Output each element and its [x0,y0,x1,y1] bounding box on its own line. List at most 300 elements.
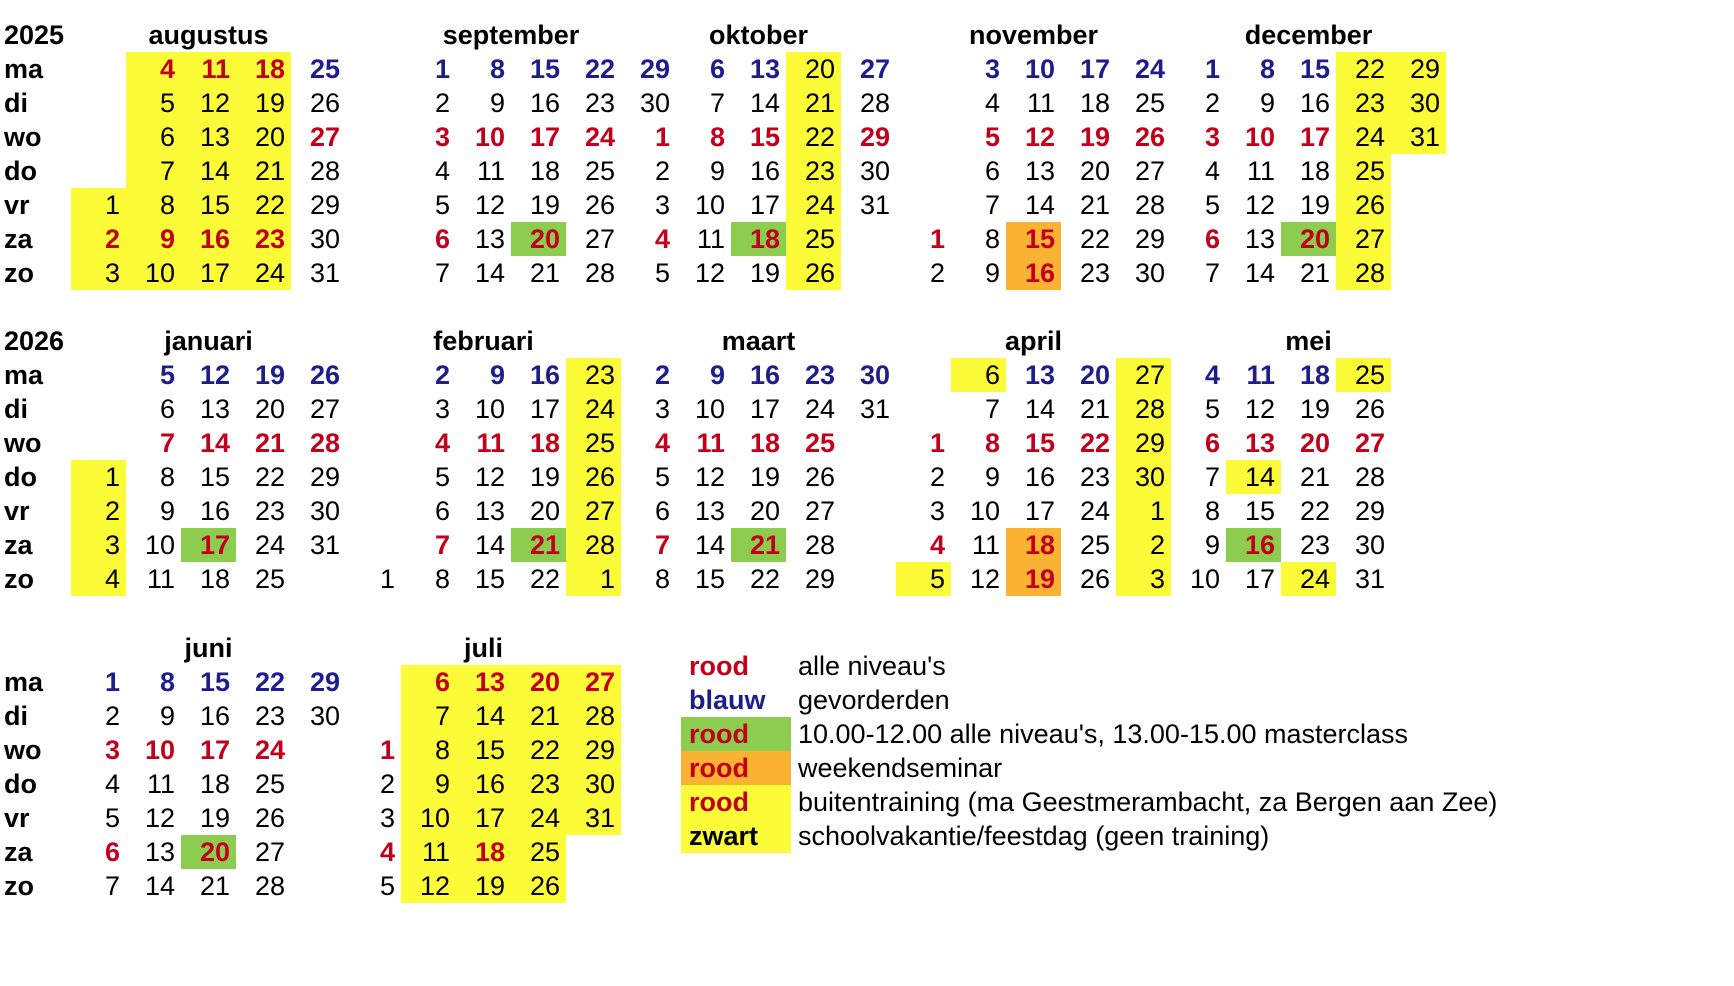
weekday-label: vr [4,496,30,526]
calendar-day: 20 [1299,428,1330,458]
calendar-day: 2 [104,701,120,731]
calendar-day: 24 [254,530,285,560]
calendar-day: 4 [434,428,450,458]
calendar-day: 19 [749,462,780,492]
legend-key: rood [681,785,791,819]
calendar-day: 1 [929,224,945,254]
calendar-day: 4 [104,769,120,799]
calendar-day: 9 [126,222,181,256]
calendar-day: 23 [254,701,285,731]
weekday-label: wo [4,122,42,152]
calendar-day: 7 [984,190,1000,220]
month-title: februari [433,326,534,356]
calendar-day: 24 [804,394,835,424]
calendar-day: 11 [401,835,456,869]
calendar-day: 15 [456,733,511,767]
calendar-day: 13 [1024,156,1055,186]
calendar-day: 23 [566,358,621,392]
calendar-day: 29 [566,733,621,767]
calendar-day: 14 [456,699,511,733]
calendar-day: 5 [379,871,395,901]
weekday-label: vr [4,190,30,220]
calendar-day: 27 [309,394,340,424]
calendar-day: 22 [584,54,615,84]
calendar-day: 21 [511,528,566,562]
calendar-day: 21 [1299,258,1330,288]
calendar-day: 2 [434,360,450,390]
calendar-day: 24 [1079,496,1110,526]
calendar-day: 20 [1281,222,1336,256]
calendar-day: 25 [804,428,835,458]
calendar-day: 18 [199,564,230,594]
calendar-day: 7 [104,871,120,901]
calendar-day: 29 [1134,224,1165,254]
weekday-label: ma [4,54,44,84]
calendar-day: 29 [1354,496,1385,526]
calendar-day: 19 [1079,122,1110,152]
calendar-day: 21 [731,528,786,562]
legend-key: rood [681,751,791,785]
calendar-day: 30 [1116,460,1171,494]
calendar-day: 25 [254,564,285,594]
calendar-day: 18 [1079,88,1110,118]
calendar-day: 18 [749,428,780,458]
calendar-day: 10 [1024,54,1055,84]
weekday-label: wo [4,735,42,765]
calendar-day: 13 [181,120,236,154]
calendar-day: 21 [1079,190,1110,220]
calendar-day: 30 [1134,258,1165,288]
calendar-day: 6 [951,358,1006,392]
calendar-day: 7 [1204,258,1220,288]
calendar-day: 5 [654,258,670,288]
calendar-day: 9 [401,767,456,801]
month-title: april [1004,326,1063,356]
calendar-day: 7 [984,394,1000,424]
weekday-label: do [4,462,37,492]
calendar-day: 16 [1299,88,1330,118]
calendar-day: 8 [489,54,505,84]
calendar-day: 11 [696,224,725,254]
calendar-day: 26 [309,88,340,118]
weekday-label: zo [4,258,34,288]
calendar-day: 27 [1116,358,1171,392]
calendar-day: 23 [1079,462,1110,492]
calendar-day: 21 [236,154,291,188]
month-title: december [1244,20,1373,50]
calendar-day: 19 [1006,562,1061,596]
calendar-day: 21 [199,871,230,901]
calendar-day: 27 [584,224,615,254]
weekday-label: zo [4,564,34,594]
calendar-day: 27 [254,837,285,867]
calendar-day: 13 [456,665,511,699]
calendar-day: 4 [654,224,670,254]
calendar-day: 4 [1204,156,1220,186]
calendar-day: 17 [529,394,560,424]
calendar-day: 6 [159,394,175,424]
calendar-day: 15 [749,122,780,152]
calendar-day: 12 [694,258,725,288]
calendar-day: 28 [584,258,615,288]
calendar-day: 1 [379,564,395,594]
year-label: 2026 [4,326,65,356]
calendar-day: 1 [434,54,450,84]
calendar-day: 22 [529,564,560,594]
calendar-day: 29 [309,190,340,220]
calendar-day: 17 [181,528,236,562]
calendar-day: 13 [749,54,780,84]
weekday-label: za [4,224,33,254]
calendar-day: 28 [254,871,285,901]
calendar-day: 18 [1299,156,1330,186]
calendar-day: 21 [529,258,560,288]
calendar-day: 4 [379,837,395,867]
calendar-day: 3 [1204,122,1220,152]
calendar-day: 29 [804,564,835,594]
calendar-day: 17 [1079,54,1110,84]
calendar-day: 11 [476,156,505,186]
calendar-day: 15 [1244,496,1275,526]
calendar-day: 15 [181,188,236,222]
calendar-day: 6 [654,496,670,526]
calendar-day: 11 [146,564,175,594]
calendar-day: 14 [749,88,780,118]
calendar-day: 12 [694,462,725,492]
calendar-day: 18 [236,52,291,86]
calendar-day: 12 [1024,122,1055,152]
calendar-day: 5 [434,462,450,492]
calendar-day: 8 [984,428,1000,458]
calendar-day: 23 [254,496,285,526]
calendar-day: 9 [1259,88,1275,118]
calendar-day: 11 [146,769,175,799]
calendar-day: 7 [434,530,450,560]
calendar-day: 8 [984,224,1000,254]
calendar-day: 26 [584,190,615,220]
calendar-day: 18 [456,835,511,869]
calendar-day: 8 [709,122,725,152]
calendar-day: 26 [1134,122,1165,152]
calendar-day: 18 [731,222,786,256]
year-label: 2025 [4,20,65,50]
calendar-day: 24 [566,392,621,426]
calendar-day: 20 [254,394,285,424]
calendar-day: 14 [199,428,230,458]
calendar-day: 19 [1299,394,1330,424]
calendar-day: 4 [71,562,126,596]
calendar-day: 1 [379,735,395,765]
calendar-day: 3 [379,803,395,833]
calendar-day: 8 [1204,496,1220,526]
calendar-day: 24 [584,122,615,152]
legend-description: weekendseminar [798,753,1003,783]
calendar-day: 7 [434,258,450,288]
calendar-day: 20 [1079,360,1110,390]
calendar-day: 19 [1299,190,1330,220]
calendar-day: 14 [1244,258,1275,288]
weekday-label: di [4,394,28,424]
calendar-day: 8 [159,462,175,492]
calendar-day: 24 [786,188,841,222]
calendar-day: 5 [984,122,1000,152]
calendar-day: 12 [401,869,456,903]
calendar-day: 19 [456,869,511,903]
calendar-day: 11 [696,428,725,458]
calendar-day: 25 [1134,88,1165,118]
calendar-day: 16 [529,88,560,118]
calendar-day: 18 [199,769,230,799]
calendar-day: 7 [401,699,456,733]
calendar-day: 1 [1116,494,1171,528]
calendar-day: 27 [1134,156,1165,186]
calendar-day: 3 [434,122,450,152]
calendar-day: 23 [584,88,615,118]
calendar-day: 20 [181,835,236,869]
calendar-day: 19 [236,86,291,120]
calendar-day: 15 [694,564,725,594]
calendar-day: 26 [804,462,835,492]
calendar-day: 6 [434,224,450,254]
calendar-day: 21 [786,86,841,120]
calendar-day: 8 [401,733,456,767]
calendar-day: 6 [1204,224,1220,254]
calendar-day: 28 [1354,462,1385,492]
calendar-day: 15 [1006,222,1061,256]
calendar-day: 1 [71,188,126,222]
calendar-day: 2 [434,88,450,118]
calendar-day: 7 [709,88,725,118]
calendar-day: 1 [654,122,670,152]
calendar-day: 11 [971,530,1000,560]
calendar-day: 29 [1391,52,1446,86]
calendar-day: 5 [1204,394,1220,424]
calendar-day: 18 [1299,360,1330,390]
calendar-day: 12 [144,803,175,833]
calendar-day: 25 [584,156,615,186]
calendar-day: 16 [456,767,511,801]
calendar-day: 11 [1246,156,1275,186]
calendar-day: 14 [144,871,175,901]
calendar-day: 7 [126,154,181,188]
calendar-day: 17 [181,256,236,290]
calendar-day: 6 [709,54,725,84]
calendar-day: 20 [236,120,291,154]
calendar-day: 9 [1204,530,1220,560]
calendar-day: 4 [1204,360,1220,390]
calendar-day: 31 [309,258,340,288]
calendar-day: 27 [309,122,340,152]
calendar-day: 11 [1026,88,1055,118]
calendar-day: 2 [654,360,670,390]
calendar-day: 15 [474,564,505,594]
calendar-day: 10 [474,122,505,152]
calendar-day: 11 [1246,360,1275,390]
calendar-day: 25 [254,769,285,799]
calendar-day: 16 [529,360,560,390]
calendar-day: 20 [786,52,841,86]
calendar-day: 12 [969,564,1000,594]
calendar-day: 23 [1299,530,1330,560]
calendar-day: 28 [1116,392,1171,426]
calendar-day: 2 [1116,528,1171,562]
calendar-day: 9 [709,156,725,186]
calendar-day: 24 [1336,120,1391,154]
calendar-day: 9 [489,360,505,390]
calendar-day: 13 [1244,428,1275,458]
calendar-day: 10 [144,735,175,765]
calendar-day: 17 [199,735,230,765]
calendar-day: 14 [1024,190,1055,220]
legend-key: zwart [681,819,791,853]
calendar-day: 3 [434,394,450,424]
calendar-day: 29 [1116,426,1171,460]
calendar-day: 21 [511,699,566,733]
calendar-day: 5 [159,360,175,390]
calendar-day: 1 [1204,54,1220,84]
calendar-day: 19 [199,803,230,833]
calendar-day: 22 [786,120,841,154]
calendar-day: 27 [1336,222,1391,256]
calendar-day: 3 [654,394,670,424]
calendar-day: 10 [401,801,456,835]
calendar-day: 4 [126,52,181,86]
weekday-label: za [4,837,33,867]
weekday-label: do [4,156,37,186]
calendar-day: 29 [309,667,340,697]
calendar-day: 12 [181,86,236,120]
calendar-day: 5 [896,562,951,596]
calendar-day: 7 [1204,462,1220,492]
calendar-day: 23 [236,222,291,256]
calendar-day: 23 [511,767,566,801]
calendar-day: 3 [71,528,126,562]
calendar-day: 7 [159,428,175,458]
calendar-day: 8 [159,667,175,697]
calendar-day: 14 [181,154,236,188]
calendar-day: 27 [1354,428,1385,458]
calendar-day: 14 [694,530,725,560]
calendar-day: 9 [709,360,725,390]
calendar-day: 31 [1354,564,1385,594]
calendar-day: 13 [694,496,725,526]
calendar-day: 16 [1006,256,1061,290]
calendar-day: 2 [654,156,670,186]
calendar-day: 28 [1336,256,1391,290]
calendar-day: 9 [159,701,175,731]
calendar-day: 1 [71,460,126,494]
calendar-day: 19 [529,190,560,220]
calendar-day: 30 [309,224,340,254]
calendar-day: 28 [566,699,621,733]
calendar-day: 6 [1204,428,1220,458]
weekday-label: za [4,530,33,560]
calendar-day: 16 [181,222,236,256]
calendar-day: 2 [71,222,126,256]
calendar-day: 14 [1226,460,1281,494]
calendar-day: 22 [1299,496,1330,526]
calendar-day: 28 [1134,190,1165,220]
calendar-day: 4 [654,428,670,458]
calendar-day: 26 [1079,564,1110,594]
calendar-day: 5 [434,190,450,220]
calendar-day: 18 [1006,528,1061,562]
calendar-day: 8 [654,564,670,594]
calendar-day: 17 [749,394,780,424]
calendar-day: 1 [104,667,120,697]
calendar-day: 22 [1079,224,1110,254]
calendar-day: 20 [511,222,566,256]
calendar-day: 28 [309,156,340,186]
calendar-day: 10 [694,190,725,220]
calendar-day: 6 [104,837,120,867]
calendar-day: 14 [474,530,505,560]
calendar-day: 29 [639,54,670,84]
calendar-day: 6 [401,665,456,699]
calendar-day: 8 [126,188,181,222]
calendar-day: 7 [654,530,670,560]
calendar-day: 15 [529,54,560,84]
calendar-day: 3 [104,735,120,765]
calendar-day: 29 [309,462,340,492]
month-title: november [968,20,1099,50]
calendar-day: 25 [566,426,621,460]
calendar-day: 30 [639,88,670,118]
calendar-day: 19 [254,360,285,390]
calendar-day: 24 [236,256,291,290]
calendar-day: 4 [984,88,1000,118]
weekday-label: do [4,769,37,799]
calendar-day: 24 [1134,54,1165,84]
calendar-day: 30 [859,360,890,390]
calendar-day: 27 [859,54,890,84]
calendar-day: 13 [474,224,505,254]
calendar-day: 5 [654,462,670,492]
calendar-day: 20 [511,665,566,699]
calendar-day: 4 [929,530,945,560]
calendar-day: 17 [529,122,560,152]
calendar-day: 10 [694,394,725,424]
calendar-day: 16 [199,496,230,526]
month-title: augustus [148,20,269,50]
month-title: oktober [708,20,808,50]
calendar-day: 3 [929,496,945,526]
month-title: juni [184,633,233,663]
calendar-day: 23 [1079,258,1110,288]
calendar-day: 30 [859,156,890,186]
calendar-day: 10 [474,394,505,424]
calendar-day: 17 [1024,496,1055,526]
calendar-day: 3 [654,190,670,220]
calendar-day: 9 [984,258,1000,288]
calendar-day: 15 [1299,54,1330,84]
calendar-day: 31 [309,530,340,560]
calendar-day: 14 [474,258,505,288]
calendar-day: 30 [1391,86,1446,120]
calendar-day: 1 [929,428,945,458]
month-title: januari [164,326,253,356]
calendar-day: 26 [309,360,340,390]
calendar-day: 10 [1244,122,1275,152]
calendar-day: 31 [859,394,890,424]
legend-description: schoolvakantie/feestdag (geen training) [798,821,1270,851]
calendar-day: 12 [474,190,505,220]
calendar-day: 24 [511,801,566,835]
calendar-day: 2 [71,494,126,528]
calendar-day: 22 [254,667,285,697]
calendar-day: 4 [434,156,450,186]
calendar-day: 13 [1244,224,1275,254]
